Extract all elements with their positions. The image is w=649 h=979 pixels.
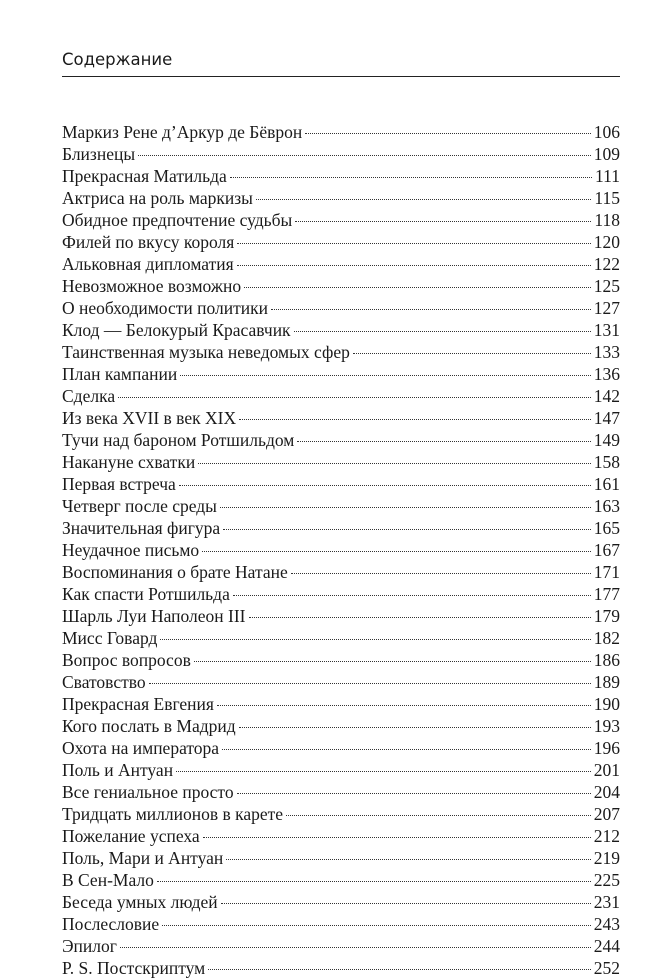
toc-entry <box>62 847 620 869</box>
dot-leader <box>239 419 591 420</box>
toc-entry-title: Невозможное возможно <box>62 276 242 296</box>
toc-entry <box>62 187 620 209</box>
toc-entry-page-number: 186 <box>593 650 620 670</box>
toc-entry-title: Поль и Антуан <box>62 760 174 780</box>
toc-entry-title: Беседа умных людей <box>62 892 218 912</box>
dot-leader <box>194 661 591 662</box>
toc-entry-page-number: 212 <box>593 826 620 846</box>
toc-entry-title: Все гениальное просто <box>62 782 234 802</box>
dot-leader <box>353 353 591 354</box>
toc-entry-page-number: 225 <box>593 870 620 890</box>
toc-entry-page-number: 177 <box>593 584 620 604</box>
toc-entry-page-number: 115 <box>594 188 620 208</box>
toc-entry <box>62 275 620 297</box>
toc-entry-page-number: 190 <box>593 694 620 714</box>
toc-entry-title: P. S. Постскриптум <box>62 958 206 978</box>
dot-leader <box>138 155 591 156</box>
toc-entry-title: Актриса на роль маркизы <box>62 188 253 208</box>
toc-entry-page-number: 204 <box>593 782 620 802</box>
toc-entry <box>62 407 620 429</box>
dot-leader <box>226 859 590 860</box>
toc-entry-page-number: 182 <box>593 628 620 648</box>
dot-leader <box>220 507 591 508</box>
toc-entry-title: Сватовство <box>62 672 146 692</box>
toc-entry <box>62 957 620 979</box>
toc-entry-page-number: 201 <box>593 760 620 780</box>
toc-entry-title: Клод — Белокурый Красавчик <box>62 320 291 340</box>
toc-entry-title: Таинственная музыка неведомых сфер <box>62 342 350 362</box>
dot-leader <box>237 243 590 244</box>
toc-entry <box>62 913 620 935</box>
dot-leader <box>249 617 591 618</box>
dot-leader <box>162 925 591 926</box>
dot-leader <box>244 287 591 288</box>
page-header-title: Содержание <box>62 50 173 69</box>
toc-entry-title: Тридцать миллионов в карете <box>62 804 284 824</box>
toc-entry-title: Близнецы <box>62 144 136 164</box>
dot-leader <box>230 177 592 178</box>
toc-entry-page-number: 165 <box>593 518 620 538</box>
toc-entry-page-number: 243 <box>593 914 620 934</box>
toc-entry <box>62 209 620 231</box>
toc-entry <box>62 605 620 627</box>
toc-entry-title: Маркиз Рене д’Аркур де Бёврон <box>62 122 303 142</box>
toc-entry-page-number: 147 <box>593 408 620 428</box>
toc-entry-title: Воспоминания о брате Натане <box>62 562 288 582</box>
toc-entry-title: Альковная дипломатия <box>62 254 234 274</box>
toc-entry-title: Накануне схватки <box>62 452 196 472</box>
dot-leader <box>286 815 591 816</box>
dot-leader <box>120 947 591 948</box>
toc-entry-page-number: 142 <box>593 386 620 406</box>
toc-entry-title: Шарль Луи Наполеон III <box>62 606 246 626</box>
toc-entry-page-number: 118 <box>594 210 620 230</box>
toc-entry-page-number: 196 <box>593 738 620 758</box>
toc-entry <box>62 231 620 253</box>
toc-entry-page-number: 179 <box>593 606 620 626</box>
toc-entry-page-number: 120 <box>593 232 620 252</box>
toc-entry <box>62 165 620 187</box>
toc-entry <box>62 385 620 407</box>
dot-leader <box>221 903 591 904</box>
toc-entry-title: Поль, Мари и Антуан <box>62 848 224 868</box>
dot-leader <box>237 793 591 794</box>
dot-leader <box>305 133 591 134</box>
dot-leader <box>208 969 591 970</box>
dot-leader <box>160 639 590 640</box>
toc-entry-page-number: 207 <box>593 804 620 824</box>
toc-entry-title: Обидное предпочтение судьбы <box>62 210 293 230</box>
toc-entry <box>62 583 620 605</box>
toc-entry-title: Сделка <box>62 386 116 406</box>
toc-entry-title: Неудачное письмо <box>62 540 200 560</box>
toc-entry <box>62 781 620 803</box>
toc-entry-page-number: 127 <box>593 298 620 318</box>
toc-entry-page-number: 193 <box>593 716 620 736</box>
toc-entry-title: Мисс Говард <box>62 628 158 648</box>
toc-entry <box>62 759 620 781</box>
toc-entry-title: Прекрасная Матильда <box>62 166 227 186</box>
toc-entry-page-number: 136 <box>593 364 620 384</box>
toc-entry-page-number: 149 <box>593 430 620 450</box>
toc-entry <box>62 737 620 759</box>
dot-leader <box>176 771 591 772</box>
toc-entry <box>62 495 620 517</box>
toc-entry <box>62 253 620 275</box>
dot-leader <box>118 397 591 398</box>
dot-leader <box>294 331 591 332</box>
toc-entry-page-number: 231 <box>593 892 620 912</box>
toc-entry-page-number: 106 <box>593 122 620 142</box>
dot-leader <box>295 221 591 222</box>
toc-entry <box>62 561 620 583</box>
toc-entry-title: Как спасти Ротшильда <box>62 584 230 604</box>
toc-entry-title: Четверг после среды <box>62 496 217 516</box>
toc-entry <box>62 649 620 671</box>
toc-entry-title: Охота на императора <box>62 738 220 758</box>
dot-leader <box>222 749 591 750</box>
dot-leader <box>237 265 591 266</box>
toc-entry-page-number: 158 <box>593 452 620 472</box>
dot-leader <box>198 463 591 464</box>
dot-leader <box>271 309 591 310</box>
dot-leader <box>223 529 591 530</box>
dot-leader <box>157 881 591 882</box>
toc-entry-page-number: 189 <box>593 672 620 692</box>
toc-entry-page-number: 252 <box>593 958 620 978</box>
toc-entry-page-number: 125 <box>593 276 620 296</box>
toc-entry <box>62 935 620 957</box>
toc-entry <box>62 363 620 385</box>
toc-entry <box>62 319 620 341</box>
dot-leader <box>149 683 591 684</box>
toc-entry <box>62 429 620 451</box>
dot-leader <box>202 551 591 552</box>
toc-entry-page-number: 167 <box>593 540 620 560</box>
toc-entry <box>62 803 620 825</box>
toc-entry <box>62 539 620 561</box>
toc-entry <box>62 517 620 539</box>
toc-entry <box>62 671 620 693</box>
toc-entry-page-number: 161 <box>593 474 620 494</box>
dot-leader <box>217 705 591 706</box>
toc-entry <box>62 627 620 649</box>
toc-entry-title: Первая встреча <box>62 474 176 494</box>
dot-leader <box>180 375 591 376</box>
toc-entry-page-number: 131 <box>593 320 620 340</box>
toc-entry-page-number: 133 <box>593 342 620 362</box>
table-of-contents <box>62 121 620 979</box>
dot-leader <box>203 837 591 838</box>
dot-leader <box>233 595 591 596</box>
dot-leader <box>256 199 592 200</box>
toc-entry-page-number: 244 <box>593 936 620 956</box>
toc-entry <box>62 121 620 143</box>
toc-entry-page-number: 122 <box>593 254 620 274</box>
toc-entry-title: План кампании <box>62 364 178 384</box>
dot-leader <box>179 485 591 486</box>
dot-leader <box>297 441 590 442</box>
toc-entry-title: Вопрос вопросов <box>62 650 191 670</box>
toc-entry-title: Значительная фигура <box>62 518 221 538</box>
toc-entry-page-number: 111 <box>595 166 620 186</box>
toc-entry <box>62 451 620 473</box>
toc-entry-title: Из века XVII в век XIX <box>62 408 237 428</box>
toc-entry-title: Пожелание успеха <box>62 826 200 846</box>
dot-leader <box>291 573 591 574</box>
header-rule <box>62 76 620 77</box>
dot-leader <box>239 727 591 728</box>
toc-entry <box>62 297 620 319</box>
toc-entry-title: Прекрасная Евгения <box>62 694 214 714</box>
toc-entry-title: Филей по вкусу короля <box>62 232 235 252</box>
toc-entry <box>62 341 620 363</box>
toc-entry <box>62 143 620 165</box>
toc-entry <box>62 693 620 715</box>
toc-entry-title: В Сен-Мало <box>62 870 154 890</box>
toc-entry <box>62 715 620 737</box>
toc-entry <box>62 473 620 495</box>
toc-entry-title: Эпилог <box>62 936 117 956</box>
toc-entry-page-number: 109 <box>593 144 620 164</box>
toc-entry-title: Тучи над бароном Ротшильдом <box>62 430 295 450</box>
toc-entry <box>62 891 620 913</box>
toc-entry-title: Послесловие <box>62 914 160 934</box>
toc-entry-page-number: 163 <box>593 496 620 516</box>
toc-entry-title: О необходимости политики <box>62 298 269 318</box>
toc-entry <box>62 825 620 847</box>
toc-entry-title: Кого послать в Мадрид <box>62 716 236 736</box>
toc-entry <box>62 869 620 891</box>
toc-entry-page-number: 219 <box>593 848 620 868</box>
toc-entry-page-number: 171 <box>593 562 620 582</box>
